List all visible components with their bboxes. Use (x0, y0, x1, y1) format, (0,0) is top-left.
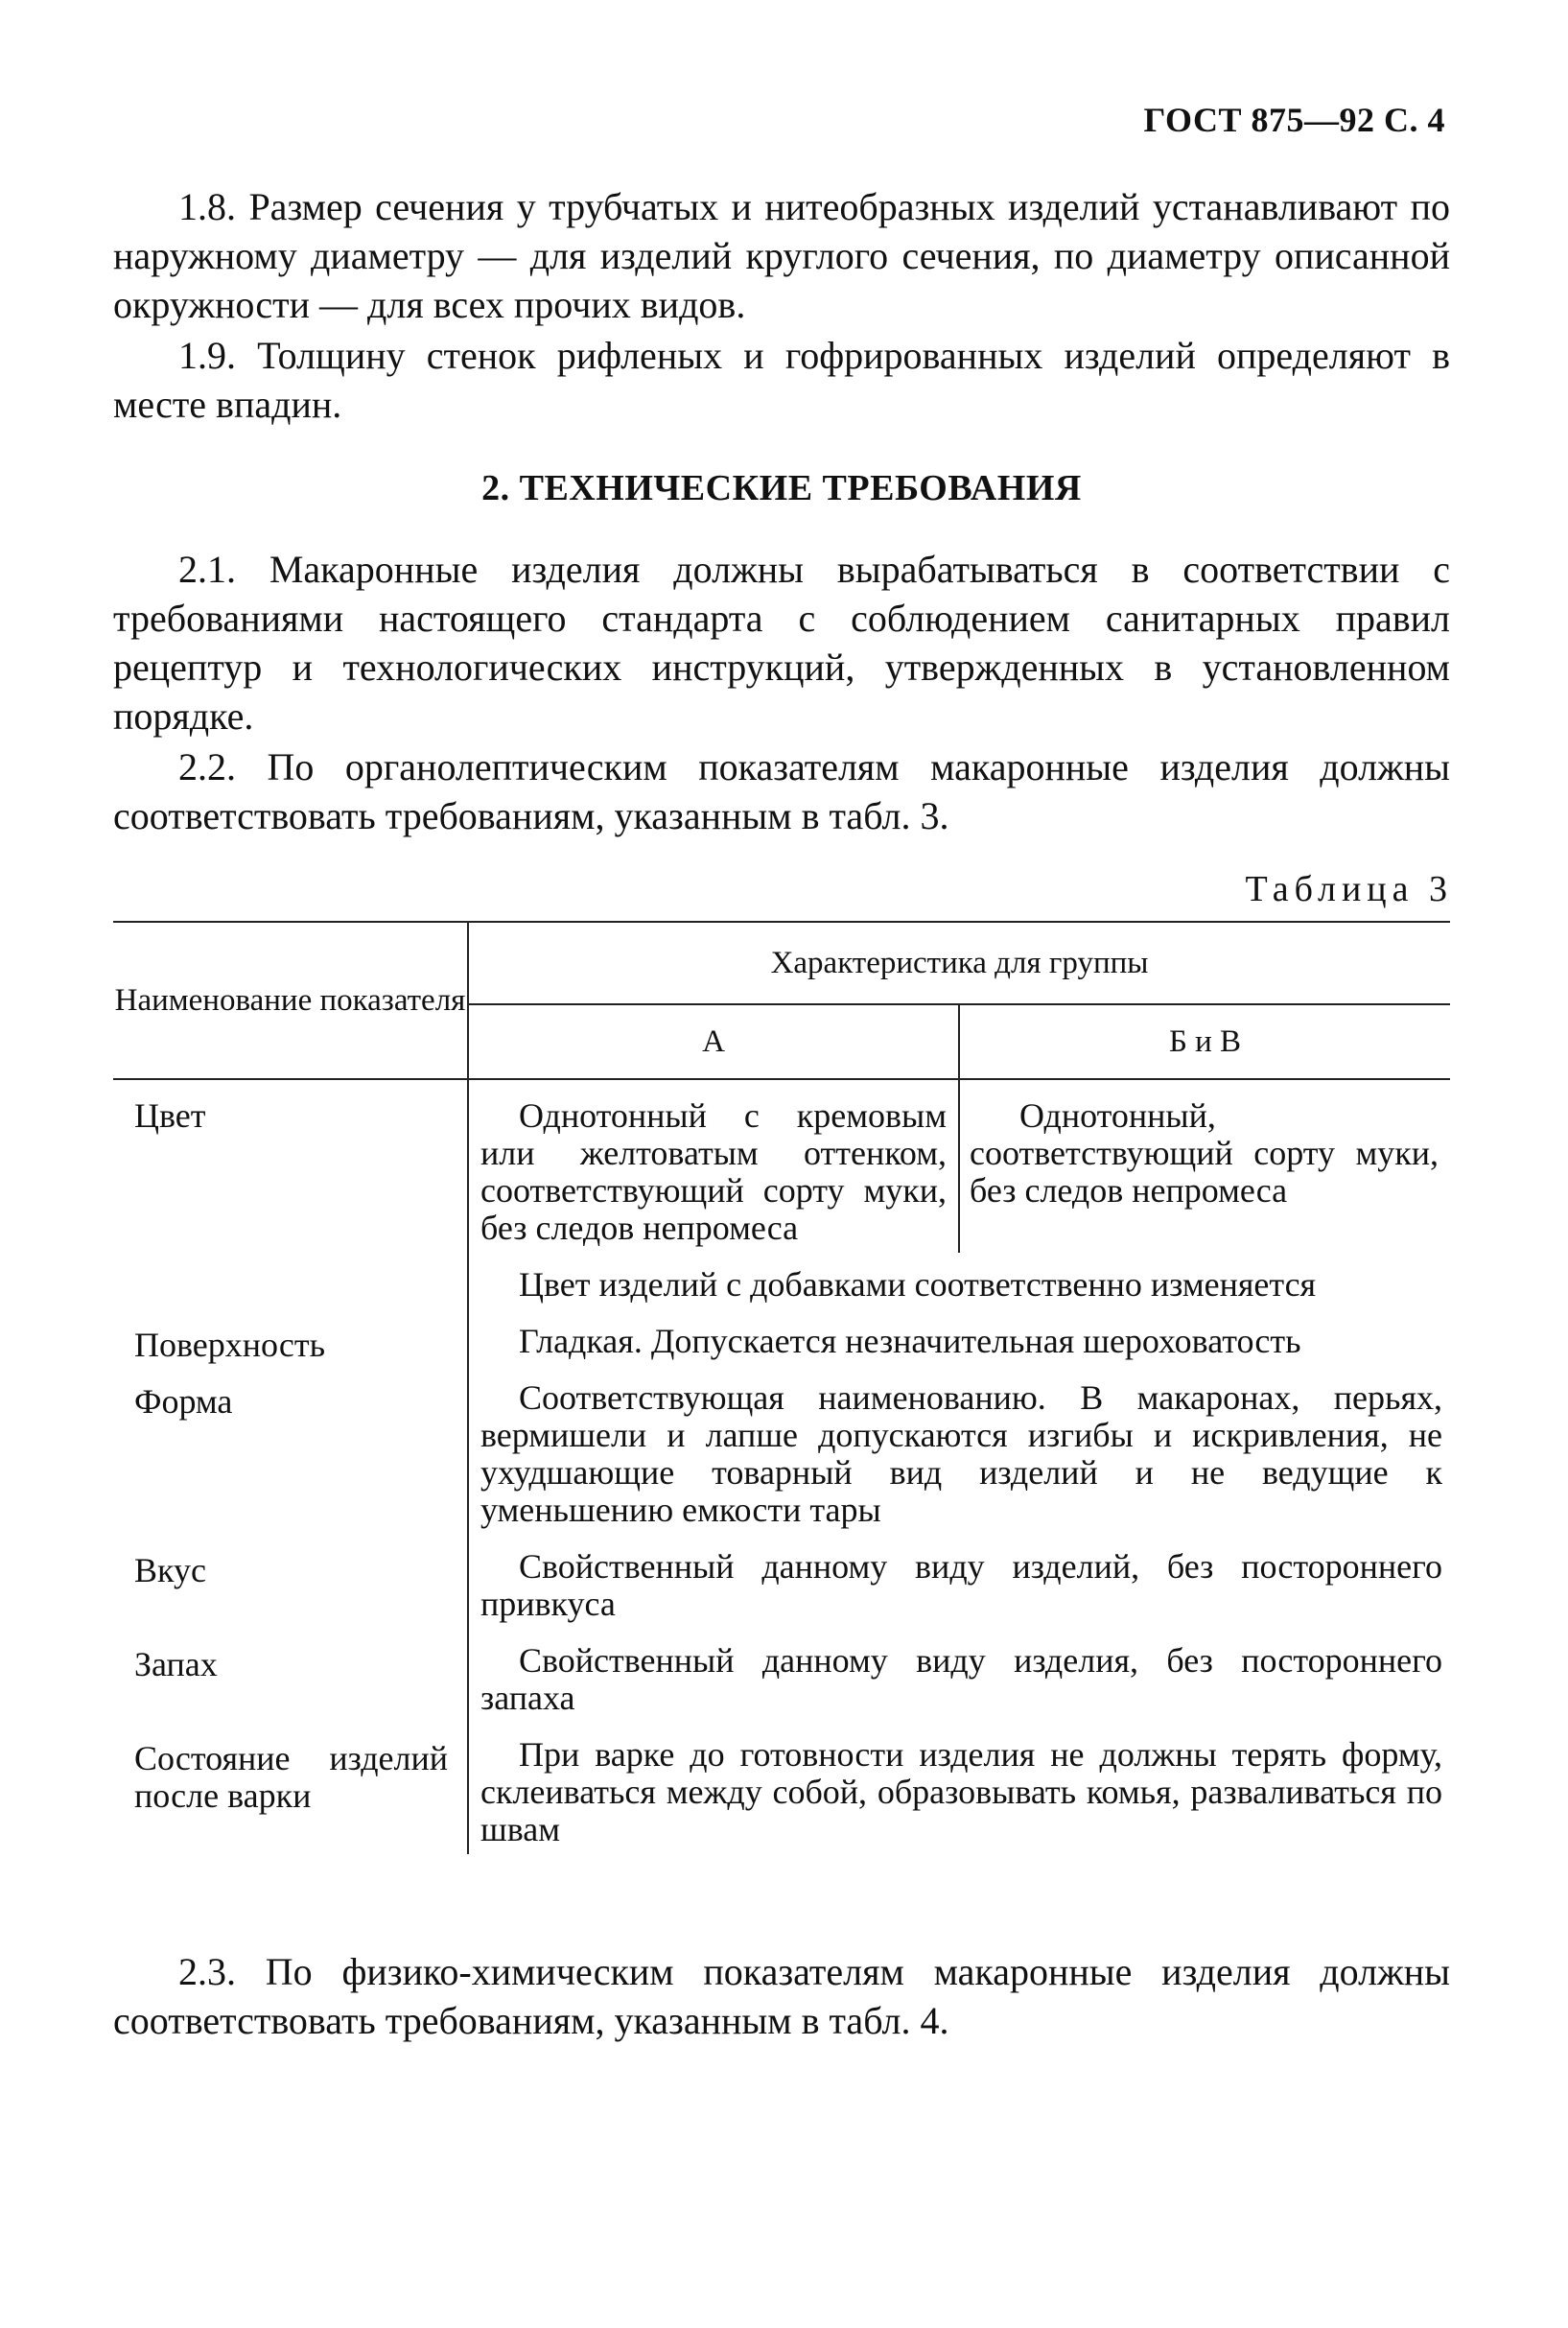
table-row (113, 1535, 1450, 1629)
header-group-a: А (468, 1004, 959, 1079)
table-row (113, 1629, 1450, 1723)
table-caption: Таблица 3 (1245, 869, 1453, 909)
row-shape-value: Соответствующая наименованию. В макаронах, перьях, вермишели и лапше допускаются изгибы и искривления, не ухудшающие товарный вид изделий и не ведущие к уменьшению емкости тары (468, 1366, 1450, 1535)
row-cooking-name: Состояние изделий после варки (134, 1739, 448, 1815)
row-smell-value: Свойственный данному виду изделия, без постороннего запаха (468, 1629, 1450, 1723)
paragraph-2-3: 2.3. По физико-химическим показателям макаронные изделия должны соответствовать требованиям, указанным в табл. 4. (113, 1950, 1450, 2042)
row-taste-name: Вкус (134, 1551, 206, 1589)
table-row (113, 1366, 1450, 1535)
row-smell-name: Запах (134, 1645, 218, 1683)
header-characteristic: Характеристика для группы (468, 922, 1450, 1004)
organoleptic-table (113, 921, 1450, 1854)
row-color-group-a: Однотонный с кремовым или желтоватым оттенком, соответствующий сорту муки, без следов непромеса (468, 1079, 959, 1253)
row-color-note: Цвет изделий с добавками соответственно изменяется (468, 1253, 1450, 1309)
row-color-name: Цвет (134, 1096, 206, 1135)
table-row (113, 1723, 1450, 1854)
row-surface-name: Поверхность (134, 1326, 326, 1364)
paragraph-2-2: 2.2. По органолептическим показателям макаронные изделия должны соответствовать требованиям, указанным в табл. 3. (113, 745, 1450, 837)
paragraph-1-9: 1.9. Толщину стенок рифленых и гофрированных изделий определяют в месте впадин. (113, 334, 1450, 426)
row-cooking-value: При варке до готовности изделия не должны терять форму, склеиваться между собой, образовывать комья, разваливаться по швам (468, 1723, 1450, 1854)
section-3-text (113, 1947, 1450, 2047)
table-row (113, 1079, 1450, 1253)
row-taste-value: Свойственный данному виду изделий, без постороннего привкуса (468, 1535, 1450, 1629)
table-row (113, 1309, 1450, 1366)
row-surface-value: Гладкая. Допускается незначительная шероховатость (468, 1309, 1450, 1366)
header-group-bv: Б и В (959, 1004, 1450, 1079)
section-title: 2. ТЕХНИЧЕСКИЕ ТРЕБОВАНИЯ (481, 468, 1082, 508)
header-indicator-name: Наименование показателя (113, 922, 468, 1079)
section-2-text (113, 545, 1450, 842)
row-color-group-bv: Однотонный, соответствующий сорту муки, без следов непромеса (959, 1079, 1450, 1253)
page-header: ГОСТ 875—92 С. 4 (1143, 101, 1445, 139)
row-shape-name: Форма (134, 1382, 233, 1421)
paragraph-1-8: 1.8. Размер сечения у трубчатых и нитеобразных изделий устанавливают по наружному диаметру — для изделий круглого сечения, по диаметру описанной окружности — для всех прочих видов. (113, 185, 1450, 326)
paragraph-2-1: 2.1. Макаронные изделия должны вырабатываться в соответствии с требованиями настоящего стандарта с соблюдением санитарных правил рецептур и технологических инструкций, утвержденных в установленном порядке. (113, 548, 1450, 738)
section-1-text (113, 182, 1450, 431)
